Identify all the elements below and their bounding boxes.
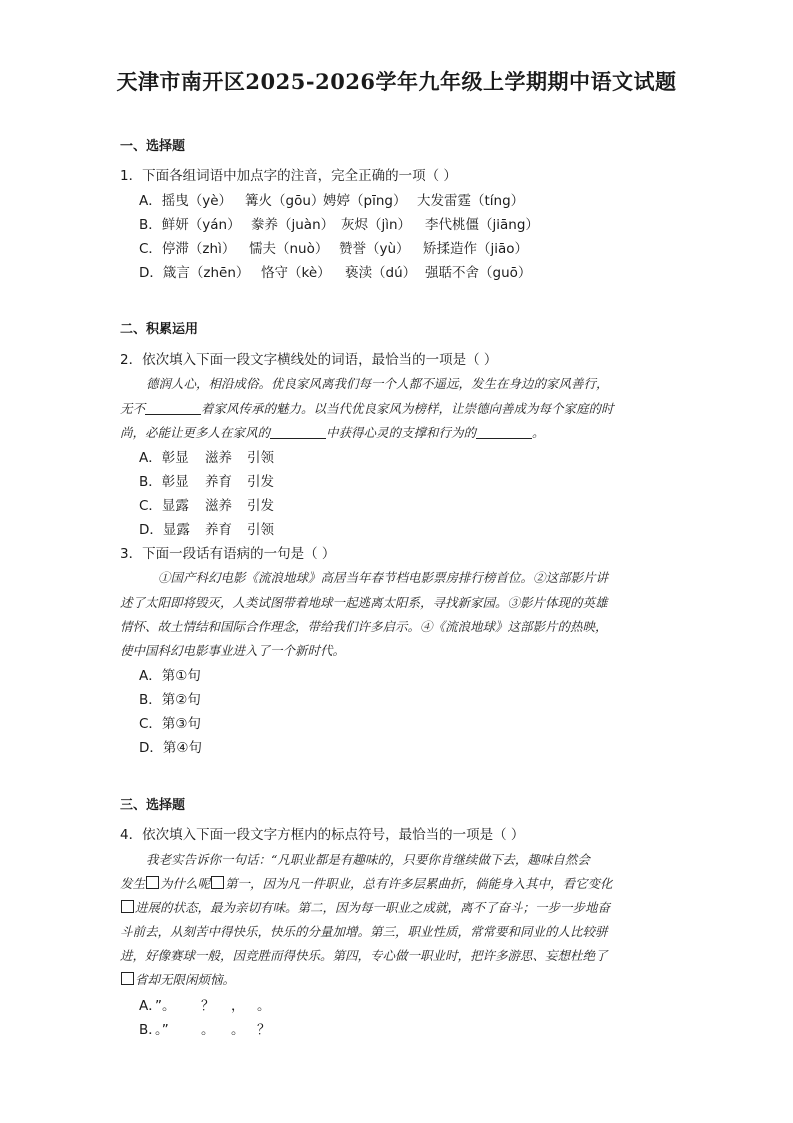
section-heading-1: 一、选择题	[120, 139, 186, 154]
question-2-option-d: D．显露 养育 引领	[139, 522, 274, 538]
question-3-passage-line-2: 述了太阳即将毁灭，人类试图带着地球一起逃离太阳系，寻找新家园。③影片体现的英雄	[120, 595, 608, 610]
question-4-passage-line-2: 发生 为什么呢 第一，因为凡一件职业，总有许多层累曲折，倘能身入其中，看它变化	[120, 876, 613, 891]
question-4-passage-line-1: 我老实告诉你一句话：“凡职业都是有趣味的，只要你肯继续做下去，趣味自然会	[146, 852, 590, 867]
question-4-stem: 4．依次填入下面一段文字方框内的标点符号，最恰当的一项是（ ）	[120, 827, 525, 843]
question-1-option-c: C．停滞（zhì） 懦夫（nuò） 赞誉（yù） 矫揉造作（jiāo）	[139, 241, 529, 257]
question-4-option-b: B．。” 。 。 ？	[139, 1022, 271, 1038]
question-3-option-a: A．第①句	[139, 668, 201, 684]
question-4-option-a: A．”。 ？ ， 。	[139, 998, 271, 1014]
question-4-passage-line-4: 斗前去，从刻苦中得快乐，快乐的分量加增。第三，职业性质，常常要和同业的人比较骈	[120, 924, 608, 939]
question-1-stem: 1．下面各组词语中加点字的注音，完全正确的一项（ ）	[120, 168, 457, 184]
question-2-stem: 2．依次填入下面一段文字横线处的词语，最恰当的一项是（ ）	[120, 352, 498, 368]
question-4-passage-line-6: 省却无限闲烦恼。	[120, 970, 680, 988]
question-1-option-b: B．鲜妍（yán） 豢养（juàn） 灰烬（jìn） 李代桃僵（jiāng）	[139, 217, 539, 233]
question-2-passage-line-3: 尚，必能让更多人在家风的 中获得心灵的支撑和行为的 。	[120, 425, 545, 440]
punctuation-box-3	[121, 900, 134, 913]
fill-blank-2	[270, 437, 326, 439]
question-2-option-b: B．彰显 养育 引发	[139, 474, 274, 490]
fill-blank-1	[145, 413, 201, 415]
question-1-option-d: D．箴言（zhēn） 恪守（kè） 亵渎（dú） 强聒不舍（guō）	[139, 265, 532, 281]
question-3-passage-line-1: ①国产科幻电影《流浪地球》高居当年春节档电影票房排行榜首位。②这部影片讲	[158, 570, 609, 585]
question-3-option-d: D．第④句	[139, 740, 202, 756]
fill-blank-3	[476, 437, 532, 439]
question-1-option-a: A．摇曳（yè） 篝火（gōu）娉婷（pīng） 大发雷霆（tíng）	[139, 193, 525, 209]
question-2-passage-line-1: 德润人心，相沿成俗。优良家风离我们每一个人都不遥远，发生在身边的家风善行，	[146, 376, 609, 391]
question-2-option-c: C．显露 滋养 引发	[139, 498, 274, 514]
punctuation-box-1	[146, 876, 159, 889]
question-3-stem: 3．下面一段话有语病的一句是（ ）	[120, 546, 336, 562]
question-4-passage-line-5: 进，好像赛球一般，因竞胜而得快乐。第四，专心做一职业时，把许多游思、妄想杜绝了	[120, 948, 608, 963]
section-heading-2: 二、积累运用	[120, 322, 199, 337]
question-3-option-b: B．第②句	[139, 692, 201, 708]
page-title: 天津市南开区2025-2026学年九年级上学期期中语文试题	[116, 69, 677, 94]
question-3-passage-line-4: 使中国科幻电影事业进入了一个新时代。	[120, 643, 346, 658]
punctuation-box-4	[121, 972, 134, 985]
question-2-option-a: A．彰显 滋养 引领	[139, 450, 274, 466]
question-3-passage-line-3: 情怀、故土情结和国际合作理念，带给我们许多启示。④《流浪地球》这部影片的热映，	[120, 619, 608, 634]
question-2-passage-line-2: 无不 着家风传承的魅力。以当代优良家风为榜样，让崇德向善成为每个家庭的时	[120, 401, 614, 416]
question-4-passage-line-3: 进展的状态，最为亲切有味。第二，因为每一职业之成就，离不了奋斗；一步一步地奋	[120, 898, 680, 916]
punctuation-box-2	[211, 876, 224, 889]
section-heading-3: 三、选择题	[120, 798, 186, 813]
question-3-option-c: C．第③句	[139, 716, 202, 732]
